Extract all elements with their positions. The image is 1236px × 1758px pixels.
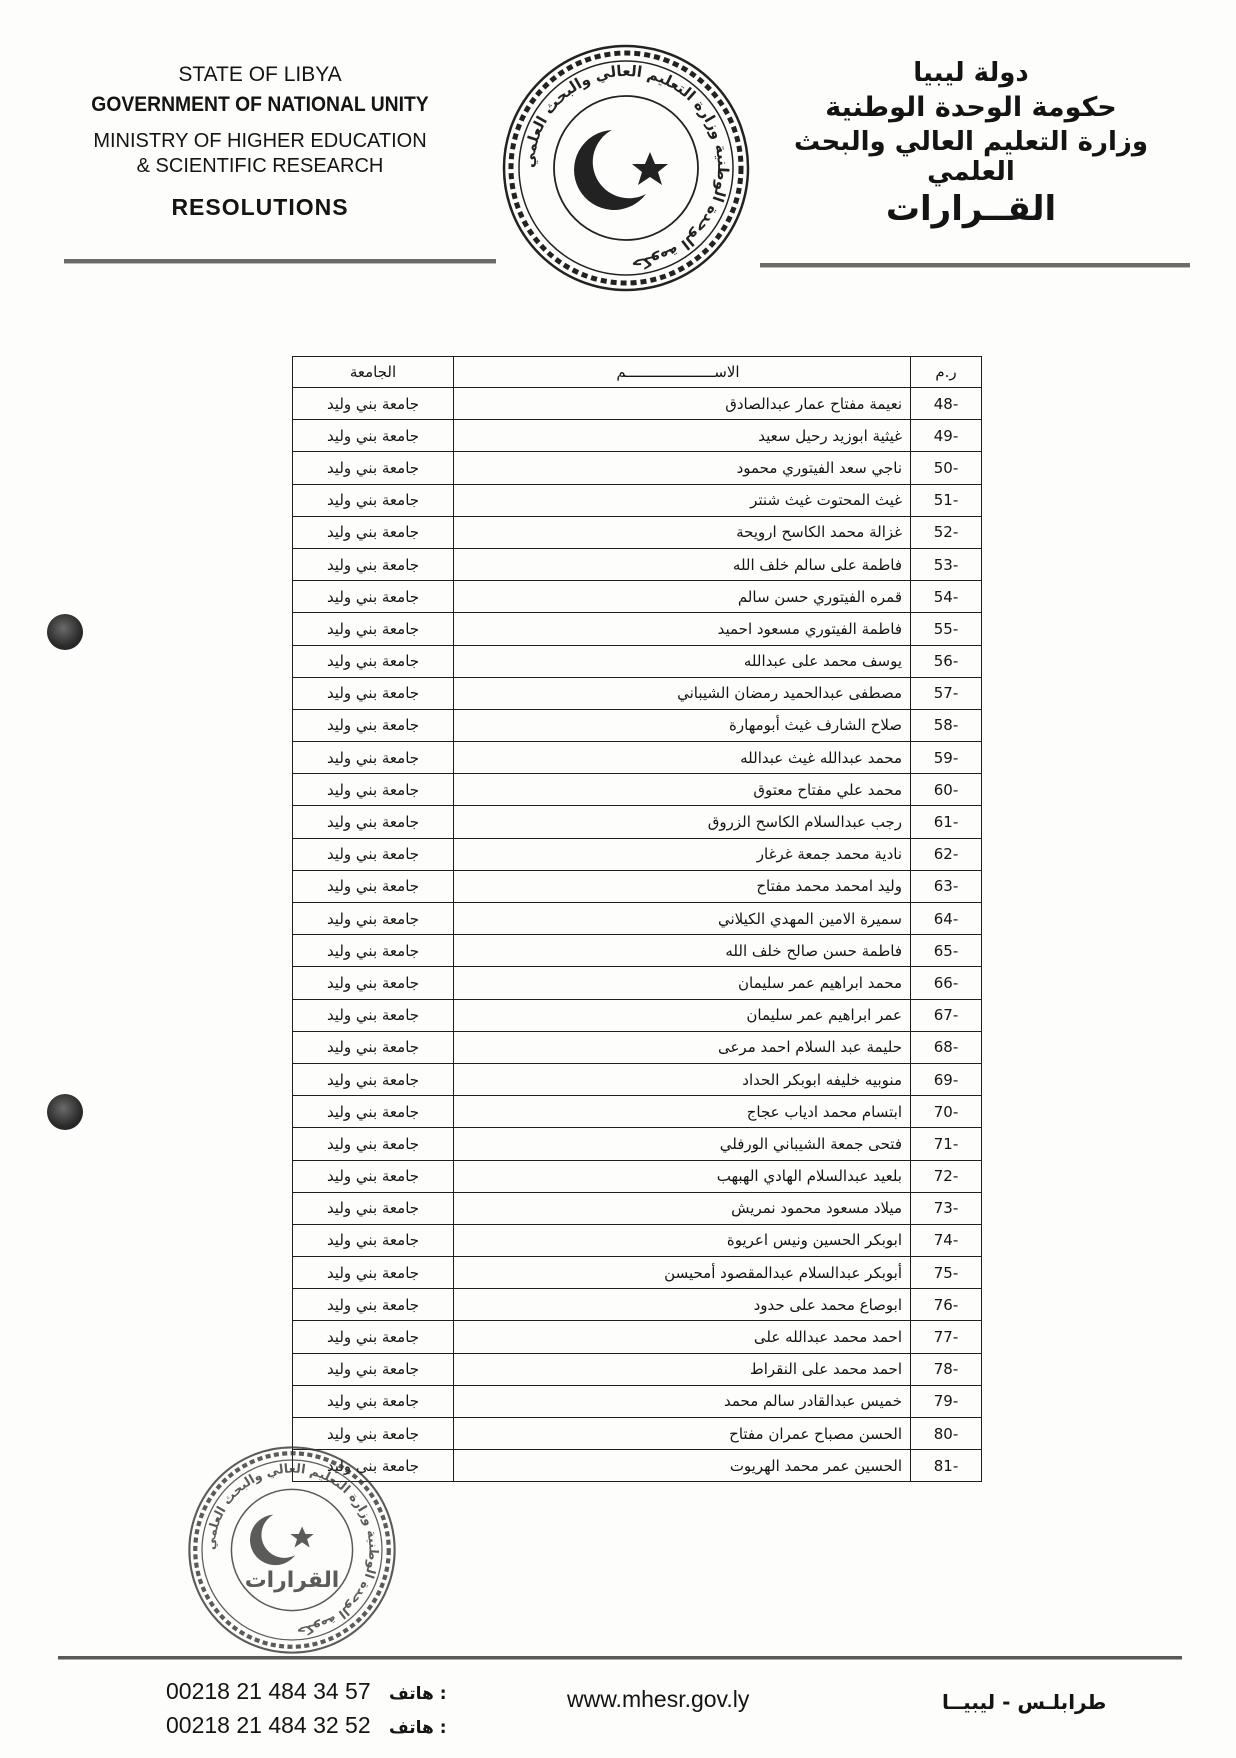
row-name: أبوبكر عبدالسلام عبدالمقصود أمحيسن: [454, 1257, 911, 1289]
row-number: 71-: [911, 1128, 982, 1160]
table-row: [293, 388, 982, 420]
row-university: جامعة بني وليد: [293, 581, 454, 613]
row-university: جامعة بني وليد: [293, 1385, 454, 1417]
row-university: جامعة بني وليد: [293, 613, 454, 645]
row-number: 61-: [911, 806, 982, 838]
row-name: ابتسام محمد ادياب عجاج: [454, 1096, 911, 1128]
row-university: جامعة بني وليد: [293, 774, 454, 806]
row-university: جامعة بني وليد: [293, 742, 454, 774]
row-name: نادية محمد جمعة غرغار: [454, 838, 911, 870]
row-university: جامعة بني وليد: [293, 1128, 454, 1160]
row-number: 64-: [911, 903, 982, 935]
row-name: يوسف محمد على عبدالله: [454, 645, 911, 677]
row-number: 74-: [911, 1224, 982, 1256]
row-university: جامعة بني وليد: [293, 967, 454, 999]
row-name: احمد محمد على النقراط: [454, 1353, 911, 1385]
row-name: مصطفى عبدالحميد رمضان الشيباني: [454, 677, 911, 709]
phone-label: هاتف :: [389, 1684, 447, 1704]
row-number: 60-: [911, 774, 982, 806]
row-university: جامعة بني وليد: [293, 935, 454, 967]
footer-rule: [58, 1656, 1182, 1660]
row-name: ناجي سعد الفيتوري محمود: [454, 452, 911, 484]
row-university: جامعة بني وليد: [293, 999, 454, 1031]
row-university: جامعة بني وليد: [293, 709, 454, 741]
city-address: طرابلـس - ليبيــا: [942, 1690, 1107, 1714]
table-row: [293, 1160, 982, 1192]
row-number: 77-: [911, 1321, 982, 1353]
row-university: جامعة بني وليد: [293, 1160, 454, 1192]
row-name: صلاح الشارف غيث أبومهارة: [454, 709, 911, 741]
row-name: قمره الفيتوري حسن سالم: [454, 581, 911, 613]
row-number: 69-: [911, 1063, 982, 1095]
row-name: غزالة محمد الكاسح ارويحة: [454, 516, 911, 548]
row-university: جامعة بني وليد: [293, 1192, 454, 1224]
phone-row: [166, 1710, 447, 1744]
ministry-name-en-line1: MINISTRY OF HIGHER EDUCATION: [93, 129, 427, 152]
row-name: غيثية ابوزيد رحيل سعيد: [454, 420, 911, 452]
table-header-row: [293, 357, 982, 388]
seal-ring-text: حكومة الوحدة الوطنية وزارة التعليم العالي والبحث العلمي: [519, 61, 733, 274]
header-arabic: [761, 58, 1181, 229]
table-row: [293, 1385, 982, 1417]
phone-row: [166, 1676, 447, 1710]
table-row: [293, 516, 982, 548]
resolutions-stamp-icon: [186, 1444, 398, 1656]
row-university: جامعة بني وليد: [293, 452, 454, 484]
row-university: جامعة بني وليد: [293, 1224, 454, 1256]
row-number: 66-: [911, 967, 982, 999]
table-row: [293, 1128, 982, 1160]
row-name: احمد محمد عبدالله على: [454, 1321, 911, 1353]
ministry-name-ar: وزارة التعليم العالي والبحث العلمي: [794, 127, 1148, 187]
header-english: [70, 62, 450, 221]
row-number: 57-: [911, 677, 982, 709]
department-name-ar: القــرارات: [885, 189, 1057, 229]
phone-number: 00218 21 484 34 57: [166, 1678, 371, 1704]
website-link[interactable]: www.mhesr.gov.ly: [567, 1686, 750, 1712]
table-row: [293, 452, 982, 484]
row-name: ابوبكر الحسين ونيس اعريوة: [454, 1224, 911, 1256]
row-number: 73-: [911, 1192, 982, 1224]
row-number: 79-: [911, 1385, 982, 1417]
row-number: 55-: [911, 613, 982, 645]
header-rule-right: [760, 263, 1190, 268]
row-number: 70-: [911, 1096, 982, 1128]
phone-label: هاتف :: [389, 1718, 447, 1738]
row-university: جامعة بني وليد: [293, 1031, 454, 1063]
footer-phones: [166, 1676, 447, 1744]
row-name: خميس عبدالقادر سالم محمد: [454, 1385, 911, 1417]
row-name: فاطمة على سالم خلف الله: [454, 548, 911, 580]
row-name: الحسين عمر محمد الهريوت: [454, 1450, 911, 1482]
row-name: بلعيد عبدالسلام الهادي الهبهب: [454, 1160, 911, 1192]
row-university: جامعة بني وليد: [293, 1418, 454, 1450]
table-row: [293, 838, 982, 870]
row-name: محمد ابراهيم عمر سليمان: [454, 967, 911, 999]
row-name: رجب عبدالسلام الكاسح الزروق: [454, 806, 911, 838]
table-row: [293, 1192, 982, 1224]
table-row: [293, 742, 982, 774]
row-name: محمد عبدالله غيث عبدالله: [454, 742, 911, 774]
table-row: [293, 484, 982, 516]
row-number: 63-: [911, 870, 982, 902]
table-row: [293, 645, 982, 677]
header-university: الجامعة: [293, 357, 454, 388]
row-name: ابوصاع محمد على حدود: [454, 1289, 911, 1321]
table-row: [293, 581, 982, 613]
row-number: 67-: [911, 999, 982, 1031]
row-university: جامعة بني وليد: [293, 645, 454, 677]
table-row: [293, 870, 982, 902]
row-university: جامعة بني وليد: [293, 1289, 454, 1321]
state-name-ar: دولة ليبيا: [913, 58, 1029, 88]
table-row: [293, 903, 982, 935]
row-university: جامعة بني وليد: [293, 806, 454, 838]
government-name-en: GOVERNMENT OF NATIONAL UNITY: [91, 93, 429, 117]
table-row: [293, 709, 982, 741]
row-number: 81-: [911, 1450, 982, 1482]
state-name-en: STATE OF LIBYA: [178, 63, 342, 86]
table-row: [293, 1289, 982, 1321]
row-name: حليمة عبد السلام احمد مرعى: [454, 1031, 911, 1063]
table-row: [293, 613, 982, 645]
row-name: غيث المحتوت غيث شنتر: [454, 484, 911, 516]
header-number: ر.م: [911, 357, 982, 388]
row-name: فاطمة الفيتوري مسعود احميد: [454, 613, 911, 645]
row-university: جامعة بني وليد: [293, 484, 454, 516]
names-table: [292, 356, 982, 1482]
table-row: [293, 1031, 982, 1063]
svg-text:حكومة الوحدة الوطنية وزارة الت: [520, 62, 733, 274]
stamp-ring-text: حكومة الوحدة الوطنية وزارة التعليم العالي والبحث العلمي: [202, 1460, 382, 1640]
row-number: 75-: [911, 1257, 982, 1289]
row-number: 72-: [911, 1160, 982, 1192]
row-number: 48-: [911, 388, 982, 420]
row-university: جامعة بني وليد: [293, 838, 454, 870]
table-row: [293, 935, 982, 967]
row-university: جامعة بني وليد: [293, 903, 454, 935]
row-number: 49-: [911, 420, 982, 452]
row-name: فتحى جمعة الشيباني الورفلي: [454, 1128, 911, 1160]
table-row: [293, 999, 982, 1031]
row-number: 78-: [911, 1353, 982, 1385]
table-row: [293, 1321, 982, 1353]
row-number: 76-: [911, 1289, 982, 1321]
table-row: [293, 420, 982, 452]
stamp-inner-text: القرارات: [244, 1568, 340, 1594]
table-row: [293, 1257, 982, 1289]
table-row: [293, 1096, 982, 1128]
table-row: [293, 548, 982, 580]
table-row: [293, 1224, 982, 1256]
table-row: [293, 967, 982, 999]
table-row: [293, 1353, 982, 1385]
header-rule-left: [64, 259, 496, 264]
row-university: جامعة بني وليد: [293, 677, 454, 709]
header-name: الاســــــــــــــــــــم: [454, 357, 911, 388]
row-name: محمد علي مفتاح معتوق: [454, 774, 911, 806]
phone-number: 00218 21 484 32 52: [166, 1712, 371, 1738]
table-row: [293, 677, 982, 709]
row-university: جامعة بني وليد: [293, 388, 454, 420]
row-number: 59-: [911, 742, 982, 774]
ministry-name-en-line2: & SCIENTIFIC RESEARCH: [136, 154, 384, 177]
row-name: الحسن مصباح عمران مفتاح: [454, 1418, 911, 1450]
row-university: جامعة بني وليد: [293, 1096, 454, 1128]
binder-hole: [47, 1094, 83, 1130]
row-university: جامعة بني وليد: [293, 548, 454, 580]
table-row: [293, 1063, 982, 1095]
row-university: جامعة بني وليد: [293, 420, 454, 452]
row-name: سميرة الامين المهدي الكيلاني: [454, 903, 911, 935]
row-number: 52-: [911, 516, 982, 548]
row-number: 50-: [911, 452, 982, 484]
row-number: 53-: [911, 548, 982, 580]
row-number: 68-: [911, 1031, 982, 1063]
table-row: [293, 774, 982, 806]
ministry-seal-icon: [500, 42, 752, 294]
row-university: جامعة بني وليد: [293, 1321, 454, 1353]
row-university: جامعة بني وليد: [293, 1450, 454, 1482]
row-university: جامعة بني وليد: [293, 1353, 454, 1385]
department-name-en: RESOLUTIONS: [171, 193, 349, 220]
table-row: [293, 806, 982, 838]
binder-hole: [47, 614, 83, 650]
row-university: جامعة بني وليد: [293, 1257, 454, 1289]
row-number: 62-: [911, 838, 982, 870]
row-name: فاطمة حسن صالح خلف الله: [454, 935, 911, 967]
row-number: 80-: [911, 1418, 982, 1450]
row-name: ميلاد مسعود محمود نمريش: [454, 1192, 911, 1224]
row-number: 56-: [911, 645, 982, 677]
row-number: 58-: [911, 709, 982, 741]
row-name: عمر ابراهيم عمر سليمان: [454, 999, 911, 1031]
government-name-ar: حكومة الوحدة الوطنية: [825, 92, 1117, 123]
row-university: جامعة بني وليد: [293, 1063, 454, 1095]
row-university: جامعة بني وليد: [293, 516, 454, 548]
row-name: منوبيه خليفه ابوبكر الحداد: [454, 1063, 911, 1095]
row-name: وليد امحمد محمد مفتاح: [454, 870, 911, 902]
row-number: 54-: [911, 581, 982, 613]
row-name: نعيمة مفتاح عمار عبدالصادق: [454, 388, 911, 420]
row-number: 65-: [911, 935, 982, 967]
svg-text:حكومة الوحدة الوطنية وزارة الت: [202, 1461, 381, 1640]
row-university: جامعة بني وليد: [293, 870, 454, 902]
row-number: 51-: [911, 484, 982, 516]
